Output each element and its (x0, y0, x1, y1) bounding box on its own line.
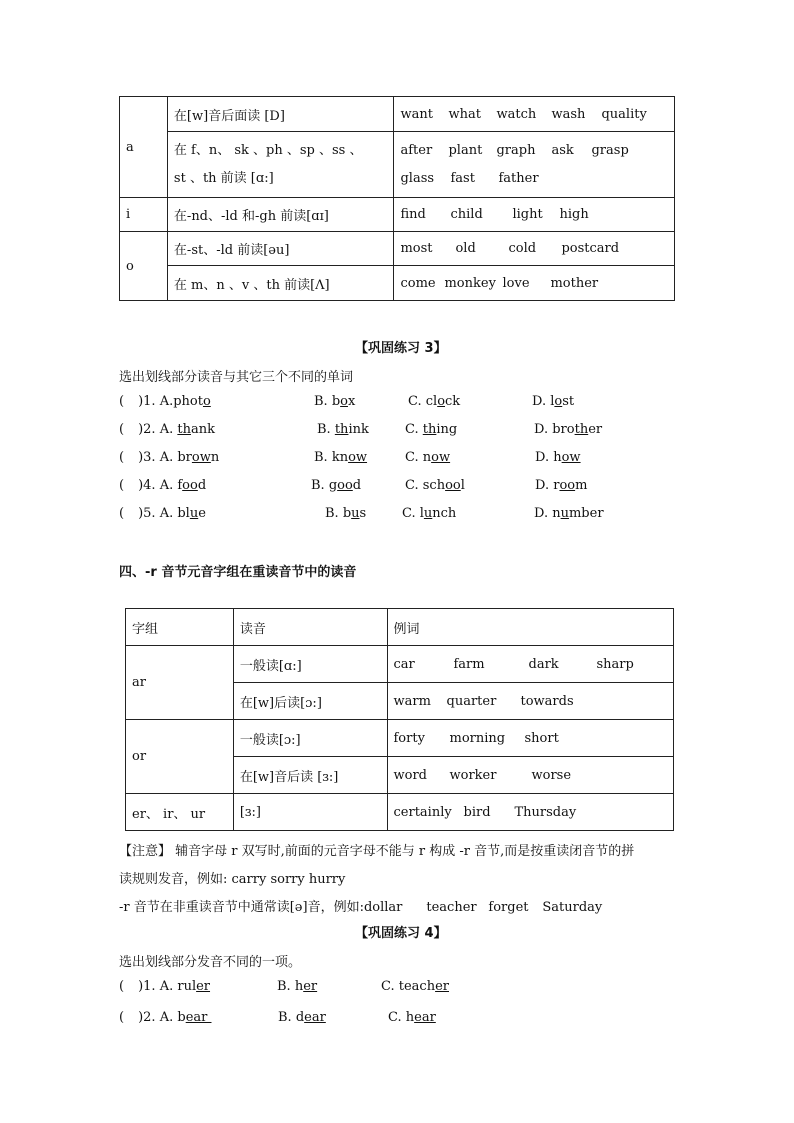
example-word: certainly (393, 804, 452, 820)
option-a: thank (177, 422, 215, 437)
option-a: photo (173, 394, 211, 409)
example-word: Saturday (542, 900, 603, 915)
example-word: forget (488, 900, 529, 915)
rule-cell (167, 132, 394, 198)
vowel-rules-table (119, 96, 675, 301)
answer-blank[interactable]: ( ) (119, 422, 144, 437)
rule-cell: 在 m、n 、v 、th 前读[Λ] (167, 266, 394, 301)
question-number: 1. A. (143, 394, 174, 409)
option-a: bear (177, 1010, 212, 1025)
question-row (119, 450, 219, 465)
example-word: father (498, 170, 539, 186)
option-a: food (177, 478, 207, 493)
group-cell: or (126, 720, 234, 794)
option-b: B. her (277, 979, 318, 994)
example-word: word (393, 767, 427, 783)
option-b: B. dear (278, 1010, 326, 1025)
letter-a-cell: a (120, 97, 168, 198)
example-word: cold (508, 241, 537, 256)
option-c: C. school (405, 478, 465, 493)
option-a: brown (177, 450, 220, 465)
answer-blank[interactable]: ( ) (119, 506, 144, 521)
example-word: warm (393, 693, 431, 709)
example-word: glass (400, 170, 435, 186)
example-word: light (512, 207, 543, 222)
question-row (119, 422, 215, 437)
option-d: D. brother (534, 422, 603, 437)
reading-cell: 在[w]后读[ɔ:] (233, 683, 387, 720)
rule-cell: 在-st、-ld 前读[əu] (167, 232, 394, 266)
example-word: wash (551, 106, 586, 122)
example-word: love (502, 275, 530, 291)
option-c: C. now (405, 450, 451, 465)
example-word: fast (450, 170, 475, 186)
question-row (119, 478, 206, 493)
question-number: 3. A. (143, 450, 174, 465)
question-number: 4. A. (143, 478, 174, 493)
option-d: D. how (535, 450, 581, 465)
header-cell: 读音 (233, 609, 387, 646)
example-word: morning (449, 730, 506, 746)
answer-blank[interactable]: ( ) (119, 979, 144, 994)
option-a: ruler (177, 979, 211, 994)
rule-cell: 在-nd、-ld 和-gh 前读[ɑɪ] (167, 198, 394, 232)
example-word: forty (393, 730, 425, 746)
practice-4-title: 【巩固练习 4】 (355, 926, 447, 941)
rule-cell: 在[w]音后面读 [D] (167, 97, 394, 132)
question-row (119, 979, 210, 994)
note-text: 辅音字母 r 双写时,前面的元音字母不能与 r 构成 -r 音节,而是按重读闭音节的拼 (171, 844, 635, 859)
reading-cell: 在[w]音后读 [ɜ:] (233, 757, 387, 794)
example-word: quality (601, 106, 647, 122)
option-d: D. room (535, 478, 588, 493)
group-cell: ar (126, 646, 234, 720)
option-d: D. lost (532, 394, 575, 409)
option-b: B. think (317, 422, 369, 437)
example-word: graph (496, 142, 536, 158)
answer-blank[interactable]: ( ) (119, 1010, 144, 1025)
option-d: D. number (534, 506, 604, 521)
option-c: C. teacher (381, 979, 449, 994)
question-number: 2. A. (143, 1010, 174, 1025)
option-b: B. bus (325, 506, 367, 521)
option-c: C. lunch (402, 506, 457, 521)
note-label: 【注意】 (119, 844, 172, 859)
option-a: blue (177, 506, 206, 521)
example-word: old (455, 241, 476, 256)
example-word: what (448, 106, 481, 122)
practice-3-title: 【巩固练习 3】 (355, 341, 447, 356)
note-line-1 (119, 840, 634, 859)
letter-i-cell: i (120, 198, 168, 232)
example-word: plant (448, 142, 483, 158)
option-b: B. know (314, 450, 368, 465)
letter-o-cell: o (120, 232, 168, 301)
question-number: 2. A. (143, 422, 174, 437)
example-words-cell (394, 97, 675, 132)
example-word: quarter (446, 693, 497, 709)
example-word: ask (551, 142, 574, 158)
rule-line: 在 f、n、 sk 、ph 、sp 、ss 、 (173, 142, 363, 158)
option-c: C. hear (388, 1010, 436, 1025)
example-word: sharp (596, 656, 634, 672)
answer-blank[interactable]: ( ) (119, 450, 144, 465)
example-word: monkey (444, 275, 496, 291)
example-word: after (400, 142, 433, 158)
example-words-cell (394, 266, 675, 301)
question-row (119, 1010, 211, 1025)
example-word: towards (520, 693, 574, 709)
practice-3-instruction: 选出划线部分读音与其它三个不同的单词 (119, 370, 354, 385)
example-word: dark (528, 656, 559, 672)
example-word: want (400, 106, 433, 122)
example-words-cell (394, 198, 675, 232)
example-word: teacher (426, 900, 477, 915)
example-word: worker (449, 767, 497, 783)
example-words-cell (394, 132, 675, 198)
question-number: 5. A. (143, 506, 174, 521)
example-word: farm (453, 656, 485, 672)
example-word: high (559, 207, 589, 222)
answer-blank[interactable]: ( ) (119, 394, 144, 409)
example-word: most (400, 241, 433, 256)
example-word: short (524, 730, 559, 746)
answer-blank[interactable]: ( ) (119, 478, 144, 493)
section-4-heading: 四、-r 音节元音字组在重读音节中的读音 (119, 565, 357, 580)
reading-cell: 一般读[ɔ:] (233, 720, 387, 757)
example-word: grasp (591, 142, 629, 158)
header-cell: 例词 (387, 609, 674, 646)
option-c: C. thing (405, 422, 458, 437)
question-row (119, 506, 206, 521)
example-word: bird (463, 804, 491, 820)
question-row (119, 394, 211, 409)
example-word: worse (531, 767, 572, 783)
example-words-cell (387, 757, 674, 794)
option-c: C. clock (408, 394, 461, 409)
example-word: mother (550, 275, 599, 291)
header-cell: 字组 (126, 609, 234, 646)
option-b: B. box (314, 394, 356, 409)
question-number: 1. A. (143, 979, 174, 994)
example-word: find (400, 207, 426, 222)
example-words-cell (387, 720, 674, 757)
example-words-cell (387, 683, 674, 720)
r-syllable-table (125, 608, 674, 831)
reading-cell: [ɜ:] (233, 794, 387, 831)
practice-4-instruction: 选出划线部分发音不同的一项。 (119, 955, 302, 970)
example-word: postcard (561, 241, 620, 256)
note-line-3: -r 音节在非重读音节中通常读[ə]音，例如:dollar teacher forget Saturday (119, 900, 603, 915)
example-words-cell (387, 646, 674, 683)
example-word: Thursday (514, 804, 577, 820)
group-cell: er、 ir、 ur (126, 794, 234, 831)
example-words-cell (387, 794, 674, 831)
option-b: B. good (311, 478, 362, 493)
example-word: child (450, 207, 483, 222)
example-word: watch (496, 106, 537, 122)
reading-cell: 一般读[ɑ:] (233, 646, 387, 683)
rule-line: st 、th 前读 [ɑ:] (173, 170, 274, 186)
note-line-2: 读规则发音，例如: carry sorry hurry (119, 872, 346, 887)
example-words-cell (394, 232, 675, 266)
example-word: car (393, 656, 415, 672)
example-word: come (400, 275, 436, 291)
